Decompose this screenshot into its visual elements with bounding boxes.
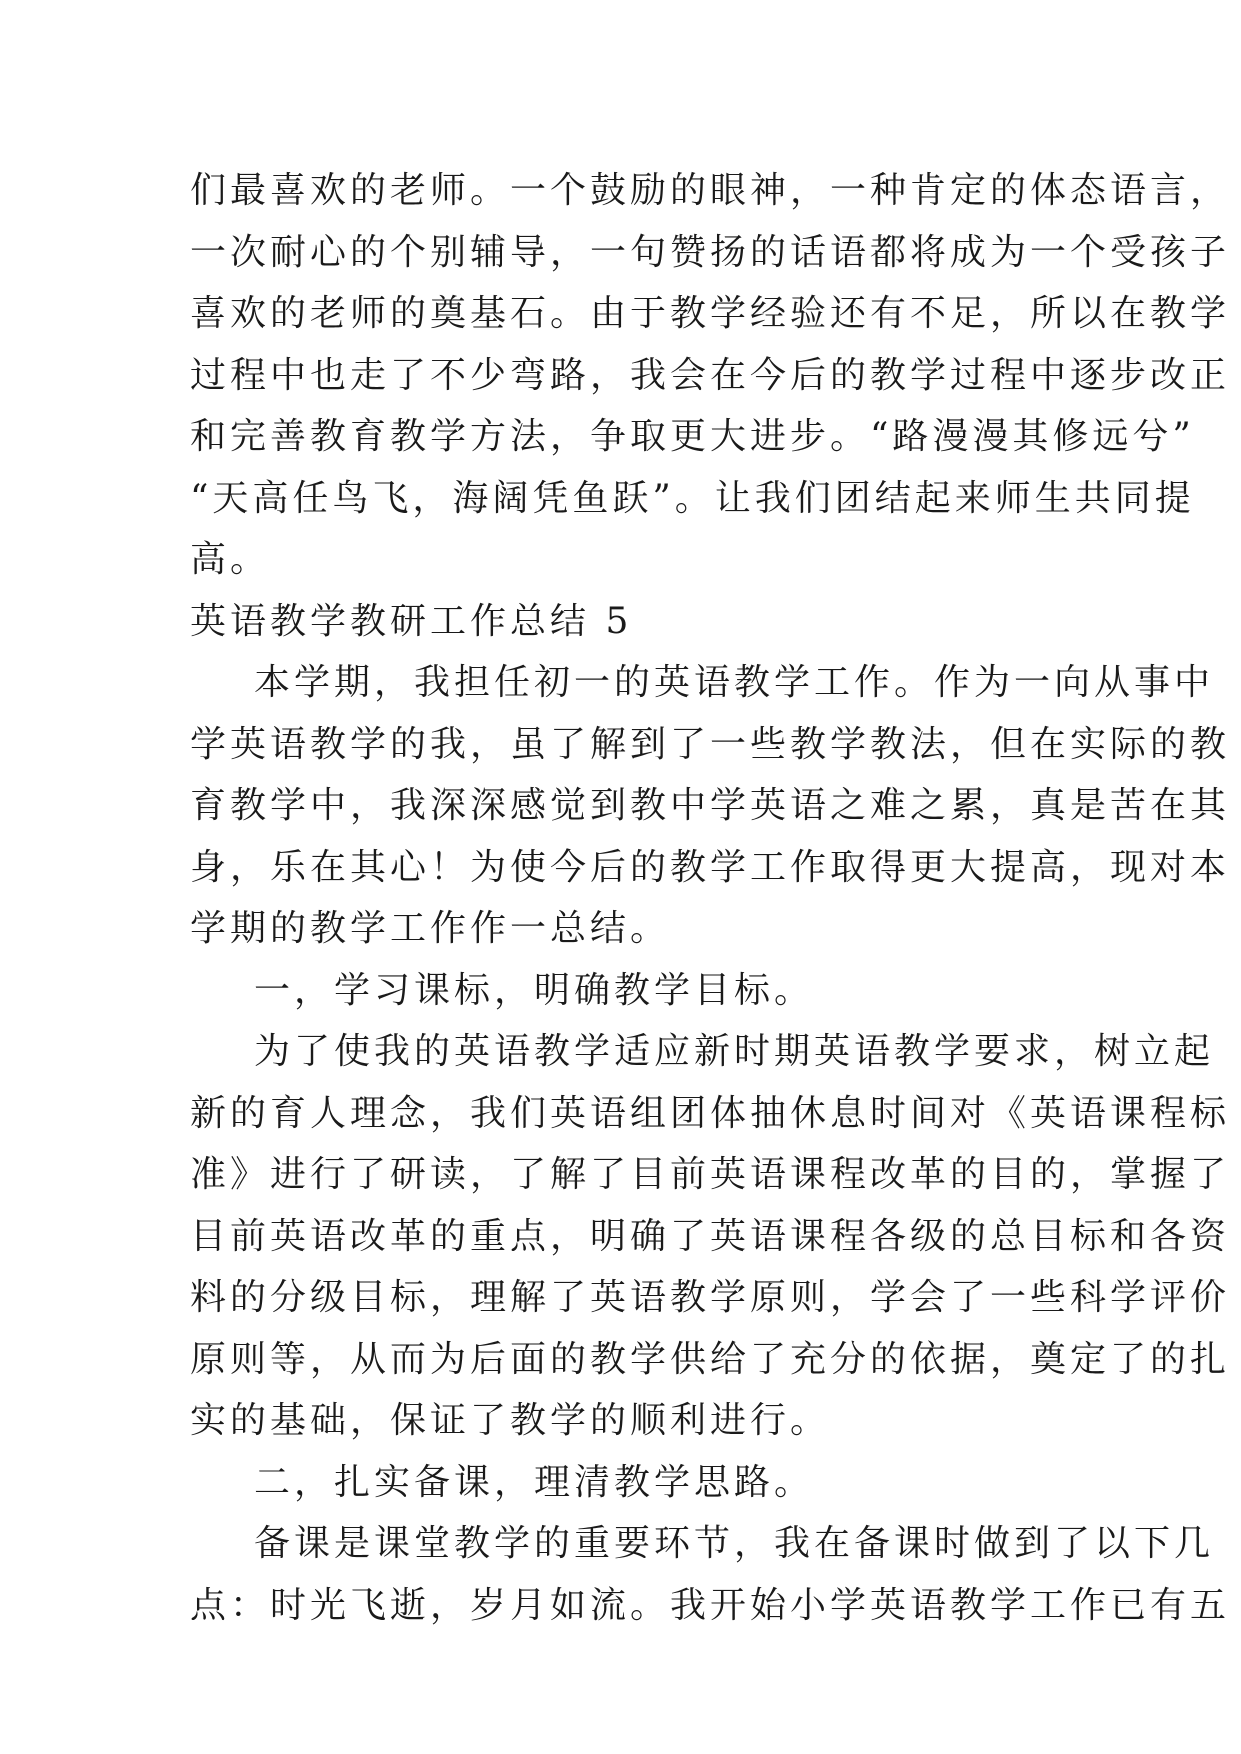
text-line: 育教学中，我深深感觉到教中学英语之难之累，真是苦在其 (190, 785, 1231, 826)
text-line: 喜欢的老师的奠基石。由于教学经验还有不足，所以在教学 (190, 293, 1231, 334)
text-line: 们最喜欢的老师。一个鼓励的眼神，一种肯定的体态语言， (190, 170, 1231, 211)
document-body (190, 160, 1231, 1636)
text-line: “天高任鸟飞，海阔凭鱼跃”。让我们团结起来师生共同提 (190, 477, 1195, 519)
text-line: 料的分级目标，理解了英语教学原则，学会了一些科学评价 (190, 1277, 1231, 1318)
subsection-heading: 二，扎实备课，理清教学思路。 (254, 1461, 815, 1503)
text-line: 过程中也走了不少弯路，我会在今后的教学过程中逐步改正 (190, 354, 1231, 396)
text-line: 新的育人理念，我们英语组团体抽休息时间对《英语课程标 (190, 1092, 1231, 1134)
subsection-heading: 一，学习课标，明确教学目标。 (254, 969, 815, 1011)
text-line: 为了使我的英语教学适应新时期英语教学要求，树立起 (254, 1031, 1215, 1072)
text-line: 身，乐在其心！为使今后的教学工作取得更大提高，现对本 (190, 846, 1231, 888)
text-line: 准》进行了研读，了解了目前英语课程改革的目的，掌握了 (190, 1154, 1231, 1195)
text-line: 本学期，我担任初一的英语教学工作。作为一向从事中 (254, 662, 1215, 703)
text-line: 学英语教学的我，虽了解到了一些教学教法，但在实际的教 (190, 723, 1231, 765)
section-heading: 英语教学教研工作总结 5 (190, 600, 633, 642)
text-line: 点：时光飞逝，岁月如流。我开始小学英语教学工作已有五 (190, 1584, 1231, 1626)
text-line: 和完善教育教学方法，争取更大进步。“路漫漫其修远兮” (190, 416, 1195, 457)
text-line: 高。 (190, 539, 271, 580)
text-line: 实的基础，保证了教学的顺利进行。 (190, 1400, 831, 1441)
text-line: 学期的教学工作作一总结。 (190, 908, 671, 949)
text-line: 一次耐心的个别辅导，一句赞扬的话语都将成为一个受孩子 (190, 231, 1231, 273)
text-line: 备课是课堂教学的重要环节，我在备课时做到了以下几 (254, 1523, 1215, 1564)
text-line: 目前英语改革的重点，明确了英语课程各级的总目标和各资 (190, 1215, 1231, 1257)
text-line: 原则等，从而为后面的教学供给了充分的依据，奠定了的扎 (190, 1338, 1231, 1380)
